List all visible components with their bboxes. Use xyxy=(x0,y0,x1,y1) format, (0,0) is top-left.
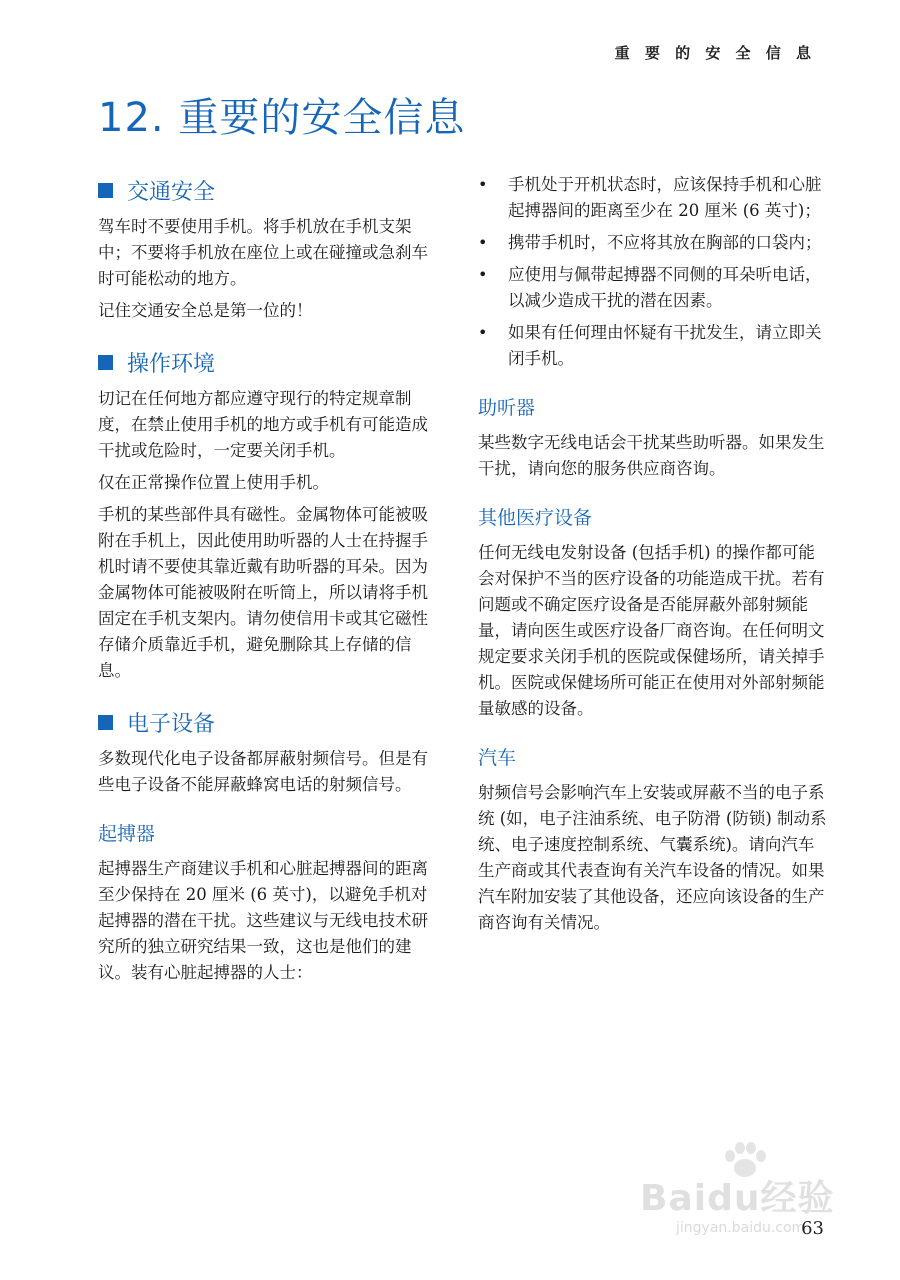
square-bullet-icon xyxy=(98,183,113,198)
watermark-logo-text: Baidu经验 xyxy=(640,1178,835,1219)
pacemaker-paragraph-1: 起搏器生产商建议手机和心脏起搏器间的距离至少保持在 20 厘米 (6 英寸)，以避免手机对起搏器的潜在干扰。这些建议与无线电技术研究所的独立研究结果一致，这也是他们的建议。装有心脏起搏器的人士： xyxy=(98,859,428,982)
traffic-paragraph-2: 记住交通安全总是第一位的！ xyxy=(98,301,313,320)
list-item-text: 携带手机时，不应将其放在胸部的口袋内； xyxy=(508,233,822,252)
page-number: 63 xyxy=(801,1218,824,1239)
baidu-watermark xyxy=(640,1140,850,1236)
list-item-text: 如果有任何理由怀疑有干扰发生，请立即关闭手机。 xyxy=(508,323,822,368)
environment-paragraph-2: 仅在正常操作位置上使用手机。 xyxy=(98,473,329,492)
section-heading-text: 电子设备 xyxy=(127,711,216,737)
bullet-icon: • xyxy=(478,175,488,194)
list-item xyxy=(478,230,828,256)
vehicles-paragraph-1: 射频信号会影响汽车上安装或屏蔽不当的电子系统 (如，电子注油系统、电子防滑 (防锁) 制动系统、电子速度控制系统、气囊系统)。请向汽车生产商或其代表查询有关汽车设备的情况。如果汽车附加安装了其他设备，还应向该设备的生产商咨询有关情况。 xyxy=(478,783,827,932)
section-heading-traffic xyxy=(98,172,443,208)
list-item xyxy=(478,320,828,372)
pacemaker-bullet-list xyxy=(478,172,828,372)
hearing-aids-paragraph-1: 某些数字无线电话会干扰某些助听器。如果发生干扰，请向您的服务供应商咨询。 xyxy=(478,433,825,478)
section-heading-text: 交通安全 xyxy=(127,179,216,205)
chapter-title: 12. 重要的安全信息 xyxy=(98,95,466,141)
section-heading-text: 操作环境 xyxy=(127,351,216,377)
traffic-paragraph-1: 驾车时不要使用手机。将手机放在手机支架中；不要将手机放在座位上或在碰撞或急刹车时可能松动的地方。 xyxy=(98,217,428,288)
list-item xyxy=(478,172,828,224)
subsection-heading-hearing-aids: 助听器 xyxy=(478,397,536,419)
list-item xyxy=(478,262,828,314)
running-head: 重 要 的 安 全 信 息 xyxy=(614,44,816,62)
bullet-icon: • xyxy=(478,265,488,284)
section-heading-environment xyxy=(98,344,443,380)
bullet-icon: • xyxy=(478,323,488,342)
list-item-text: 应使用与佩带起搏器不同侧的耳朵听电话，以减少造成干扰的潜在因素。 xyxy=(508,265,822,310)
list-item-text: 手机处于开机状态时，应该保持手机和心脏起搏器间的距离至少在 20 厘米 (6 英寸)； xyxy=(508,175,822,220)
square-bullet-icon xyxy=(98,355,113,370)
electronics-paragraph-1: 多数现代化电子设备都屏蔽射频信号。但是有些电子设备不能屏蔽蜂窝电话的射频信号。 xyxy=(98,749,428,794)
subsection-heading-vehicles: 汽车 xyxy=(478,747,517,769)
environment-paragraph-1: 切记在任何地方都应遵守现行的特定规章制度，在禁止使用手机的地方或手机有可能造成干扰或危险时，一定要关闭手机。 xyxy=(98,389,428,460)
section-heading-electronics xyxy=(98,704,443,740)
right-column xyxy=(478,172,828,942)
watermark-url: jingyan.baidu.com xyxy=(676,1220,806,1236)
subsection-heading-pacemaker: 起搏器 xyxy=(98,823,156,845)
environment-paragraph-3: 手机的某些部件具有磁性。金属物体可能被吸附在手机上，因此使用助听器的人士在持握手机时请不要使其靠近戴有助听器的耳朵。因为金属物体可能被吸附在听筒上，所以请将手机固定在手机支架内。请勿使信用卡或其它磁性存储介质靠近手机，避免删除其上存储的信息。 xyxy=(98,505,428,680)
subsection-heading-medical: 其他医疗设备 xyxy=(478,507,593,529)
medical-paragraph-1: 任何无线电发射设备 (包括手机) 的操作都可能会对保护不当的医疗设备的功能造成干扰。若有问题或不确定医疗设备是否能屏蔽外部射频能量，请向医生或医疗设备厂商咨询。在任何明文规定要求关闭手机的医院或保健场所，请关掉手机。医院或保健场所可能正在使用对外部射频能量敏感的设备。 xyxy=(478,543,825,718)
square-bullet-icon xyxy=(98,715,113,730)
bullet-icon: • xyxy=(478,233,488,252)
left-column xyxy=(98,172,443,992)
